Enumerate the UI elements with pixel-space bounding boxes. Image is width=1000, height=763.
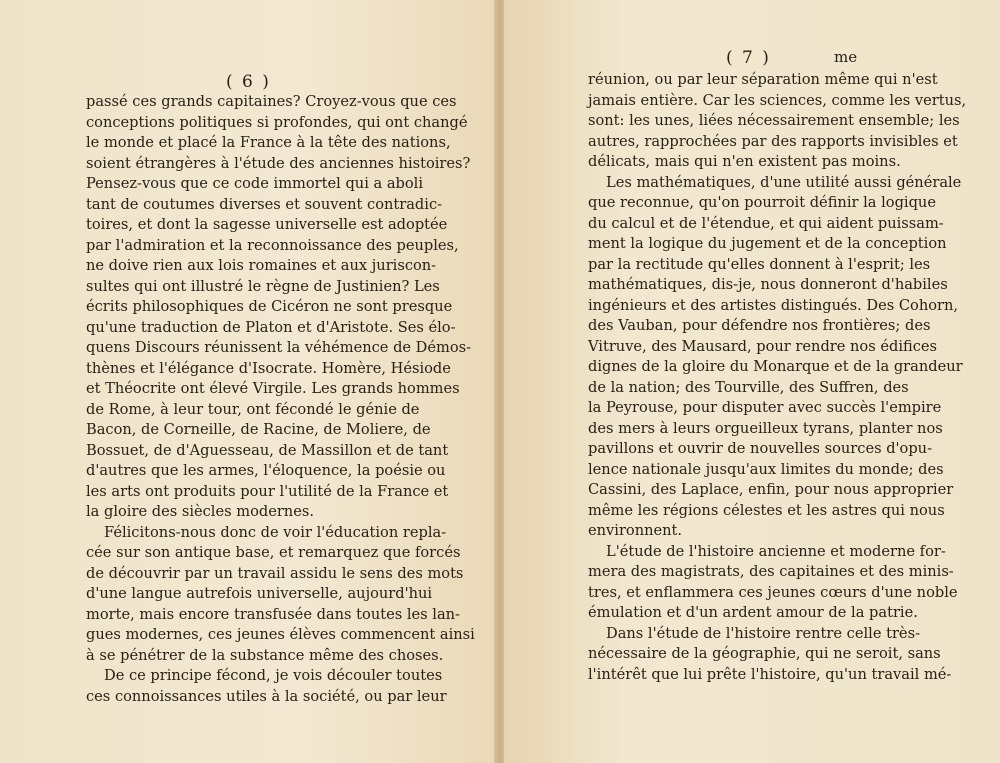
text-line: ment la logique du jugement et de la conception <box>588 235 947 252</box>
catchword: me <box>834 48 858 66</box>
text-line: dignes de la gloire du Monarque et de la grandeur <box>588 358 963 375</box>
text-line: lence nationale jusqu'aux limites du monde; des <box>588 460 944 478</box>
text-line: les arts ont produits pour l'utilité de la France et <box>86 482 449 500</box>
text-line: de la nation; des Tourville, des Suffren, des <box>588 378 909 396</box>
text-line: mathématiques, dis-je, nous donneront d'habiles <box>588 276 948 293</box>
text-line: tres, et enflammera ces jeunes cœurs d'une noble <box>588 583 958 601</box>
text-line: sont: les unes, liées nécessairement ensemble; les <box>588 112 960 129</box>
text-line: le monde et placé la France à la tête des nations, <box>86 134 451 151</box>
text-line: passé ces grands capitaines? Croyez-vous que ces <box>86 93 457 110</box>
text-line: Bacon, de Corneille, de Racine, de Moliere, de <box>86 421 431 438</box>
left-page <box>0 0 496 763</box>
text-line: qu'une traduction de Platon et d'Aristote. Ses élo- <box>86 318 456 336</box>
text-line: de Rome, à leur tour, ont fécondé le génie de <box>86 400 420 418</box>
text-line: environnent. <box>588 522 683 539</box>
text-line: que reconnue, qu'on pourroit définir la logique <box>588 194 936 211</box>
text-line: l'intérêt que lui prête l'histoire, qu'un travail mé- <box>588 665 952 683</box>
page-text <box>86 92 475 707</box>
text-line: autres, rapprochées par des rapports invisibles et <box>588 132 958 150</box>
text-line: Dans l'étude de l'histoire rentre celle très- <box>606 624 920 642</box>
text-line: par la rectitude qu'elles donnent à l'esprit; les <box>588 255 931 273</box>
text-line: jamais entière. Car les sciences, comme les vertus, <box>588 91 967 109</box>
text-line: nécessaire de la géographie, qui ne seroit, sans <box>588 645 941 662</box>
text-line: d'une langue autrefois universelle, aujourd'hui <box>86 585 433 602</box>
text-line: à se pénétrer de la substance même des choses. <box>86 646 444 664</box>
text-line: thènes et l'élégance d'Isocrate. Homère, Hésiode <box>86 359 451 377</box>
text-line: réunion, ou par leur séparation même qui n'est <box>588 71 938 88</box>
text-line: Cassini, des Laplace, enfin, pour nous approprier <box>588 481 954 498</box>
text-line: d'autres que les armes, l'éloquence, la poésie ou <box>86 462 446 479</box>
text-line: tant de coutumes diverses et souvent contradic- <box>86 195 443 213</box>
page-number: ( 6 ) <box>226 72 271 92</box>
text-line: pavillons et ouvrir de nouvelles sources d'opu- <box>588 440 933 457</box>
text-line: ces connoissances utiles à la société, ou par leur <box>86 687 447 705</box>
text-line: morte, mais encore transfusée dans toutes les lan- <box>86 605 460 623</box>
text-line: Félicitons-nous donc de voir l'éducation repla- <box>104 523 447 541</box>
text-line: délicats, mais qui n'en existent pas moins. <box>588 153 901 170</box>
text-line: des mers à leurs orgueilleux tyrans, planter nos <box>588 419 943 437</box>
text-line: gues modernes, ces jeunes élèves commencent ainsi <box>86 626 475 643</box>
text-line: L'étude de l'histoire ancienne et moderne for- <box>606 542 946 560</box>
text-line: écrits philosophiques de Cicéron ne sont presque <box>86 298 453 315</box>
text-line: toires, et dont la sagesse universelle est adoptée <box>86 216 448 233</box>
text-line: par l'admiration et la reconnoissance des peuples, <box>86 236 459 254</box>
text-line: émulation et d'un ardent amour de la patrie. <box>588 604 918 621</box>
text-line: sultes qui ont illustré le règne de Justinien? Les <box>86 277 440 295</box>
text-line: des Vauban, pour défendre nos frontières; des <box>588 317 931 334</box>
text-line: et Théocrite ont élevé Virgile. Les grands hommes <box>86 380 460 397</box>
text-line: la gloire des siècles modernes. <box>86 503 314 520</box>
text-line: ingénieurs et des artistes distingués. Des Cohorn, <box>588 296 959 314</box>
right-page <box>504 0 1000 763</box>
text-line: la Peyrouse, pour disputer avec succès l'empire <box>588 399 942 416</box>
text-line: cée sur son antique base, et remarquez que forcés <box>86 544 461 561</box>
text-line: ne doive rien aux lois romaines et aux juriscon- <box>86 257 437 274</box>
text-line: Pensez-vous que ce code immortel qui a aboli <box>86 175 424 192</box>
text-line: mera des magistrats, des capitaines et des minis- <box>588 563 954 580</box>
text-line: De ce principe fécond, je vois découler toutes <box>104 667 443 684</box>
page-number: ( 7 ) <box>726 48 771 68</box>
page-text <box>588 70 967 685</box>
text-line: du calcul et de l'étendue, et qui aident puissam- <box>588 214 944 232</box>
text-line: de découvrir par un travail assidu le sens des mots <box>86 564 464 582</box>
text-line: même les régions célestes et les astres qui nous <box>588 501 945 519</box>
text-line: soient étrangères à l'étude des anciennes histoires? <box>86 154 471 172</box>
text-line: Les mathématiques, d'une utilité aussi générale <box>606 173 962 191</box>
text-line: quens Discours réunissent la véhémence de Démos- <box>86 339 472 356</box>
text-line: Bossuet, de d'Aguesseau, de Massillon et de tant <box>86 441 449 459</box>
text-line: Vitruve, des Mausard, pour rendre nos édifices <box>588 337 938 355</box>
text-line: conceptions politiques si profondes, qui ont changé <box>86 113 468 131</box>
